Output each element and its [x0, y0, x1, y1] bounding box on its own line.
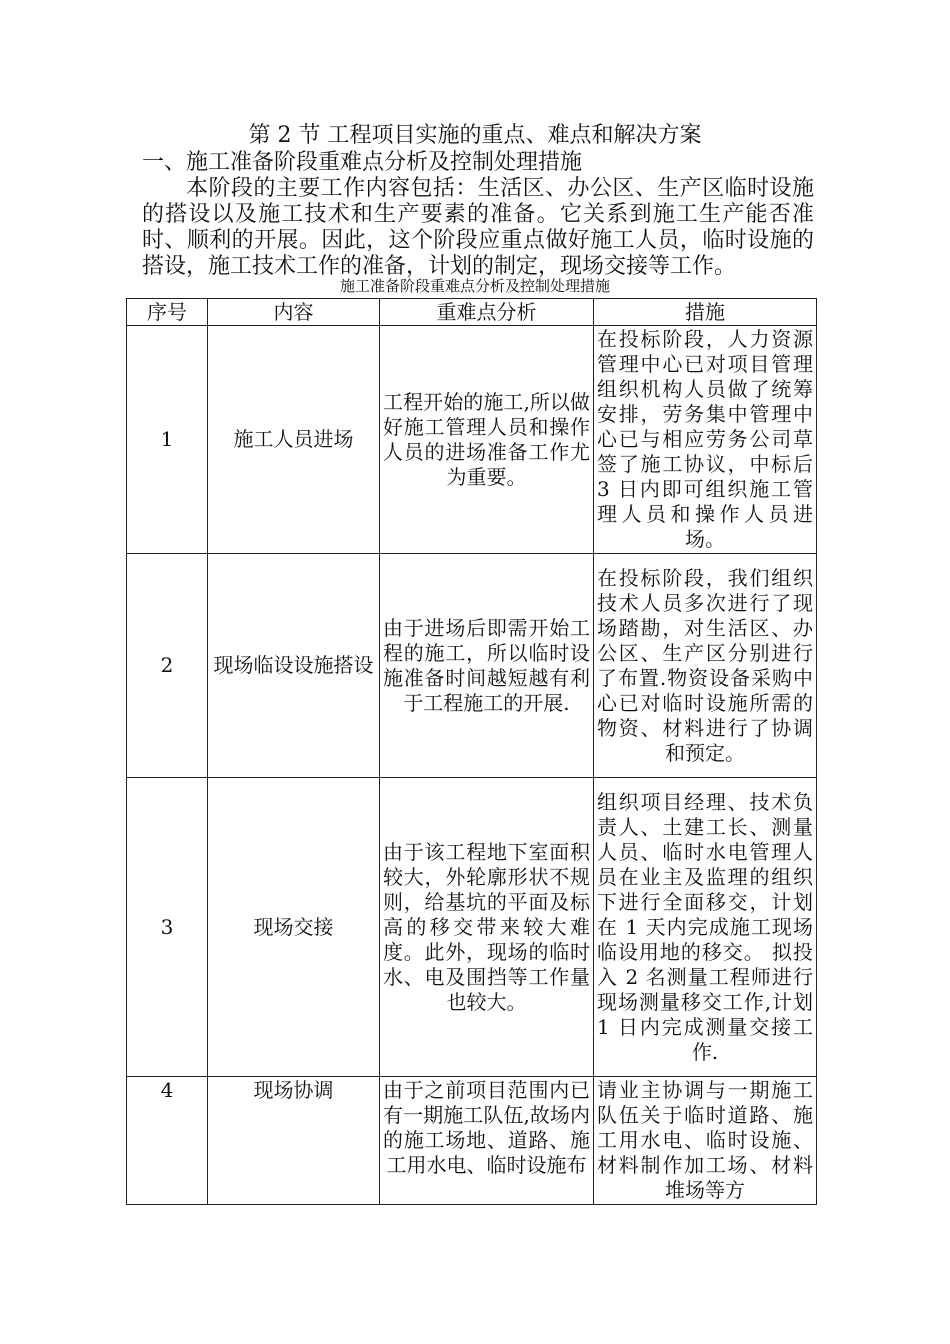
- cell-measure: 在投标阶段，我们组织技术人员多次进行了现场踏勘，对生活区、办公区、生产区分别进行了布置.物资设备采购中心已对临时设施所需的物资、材料进行了协调和预定。: [594, 554, 817, 778]
- cell-analysis: 由于该工程地下室面积较大，外轮廓形状不规则，给基坑的平面及标高的移交带来较大难度。此外，现场的临时水、电及围挡等工作量也较大。: [380, 778, 594, 1077]
- table-row: [127, 778, 817, 1077]
- cell-measure: 请业主协调与一期施工队伍关于临时道路、施工用水电、临时设施、材料制作加工场、材料堆场等方: [594, 1077, 817, 1205]
- cell-content: 现场交接: [208, 778, 380, 1077]
- table-row: [127, 1077, 817, 1205]
- intro-paragraph: 本阶段的主要工作内容包括：生活区、办公区、生产区临时设施的搭设以及施工技术和生产要素的准备。它关系到施工生产能否准时、顺利的开展。因此，这个阶段应重点做好施工人员，临时设施的搭设，施工技术工作的准备，计划的制定，现场交接等工作。: [142, 176, 814, 279]
- table-caption: 施工准备阶段重难点分析及控制处理措施: [339, 277, 610, 295]
- measures-table: [126, 298, 817, 1205]
- header-measure: 措施: [594, 299, 817, 326]
- table-row: [127, 326, 817, 554]
- table-header-row: [127, 299, 817, 326]
- cell-content: 现场协调: [208, 1077, 380, 1205]
- subsection-heading: 一、施工准备阶段重难点分析及控制处理措施: [142, 150, 583, 175]
- cell-content: 现场临设设施搭设: [208, 554, 380, 778]
- cell-analysis: 由于进场后即需开始工程的施工，所以临时设施准备时间越短越有利于工程施工的开展.: [380, 554, 594, 778]
- cell-analysis: 工程开始的施工,所以做好施工管理人员和操作人员的进场准备工作尤为重要。: [380, 326, 594, 554]
- cell-no: 3: [127, 778, 208, 1077]
- cell-measure: 组织项目经理、技术负责人、土建工长、测量人员、临时水电管理人员在业主及监理的组织下进行全面移交，计划在 1 天内完成施工现场临设用地的移交。 拟投入 2 名测量工程师进行现场测量移交工作,计划 1 日内完成测量交接工作.: [594, 778, 817, 1077]
- header-no: 序号: [127, 299, 208, 326]
- section-title: 第 2 节 工程项目实施的重点、难点和解决方案: [248, 123, 702, 148]
- header-analysis: 重难点分析: [380, 299, 594, 326]
- cell-content: 施工人员进场: [208, 326, 380, 554]
- cell-no: 1: [127, 326, 208, 554]
- cell-measure: 在投标阶段，人力资源管理中心已对项目管理组织机构人员做了统筹安排，劳务集中管理中心已与相应劳务公司草签了施工协议，中标后 3 日内即可组织施工管理人员和操作人员进场。: [594, 326, 817, 554]
- table-row: [127, 554, 817, 778]
- cell-no: 4: [127, 1077, 208, 1205]
- header-content: 内容: [208, 299, 380, 326]
- cell-no: 2: [127, 554, 208, 778]
- cell-analysis: 由于之前项目范围内已有一期施工队伍,故场内的施工场地、道路、施工用水电、临时设施布: [380, 1077, 594, 1205]
